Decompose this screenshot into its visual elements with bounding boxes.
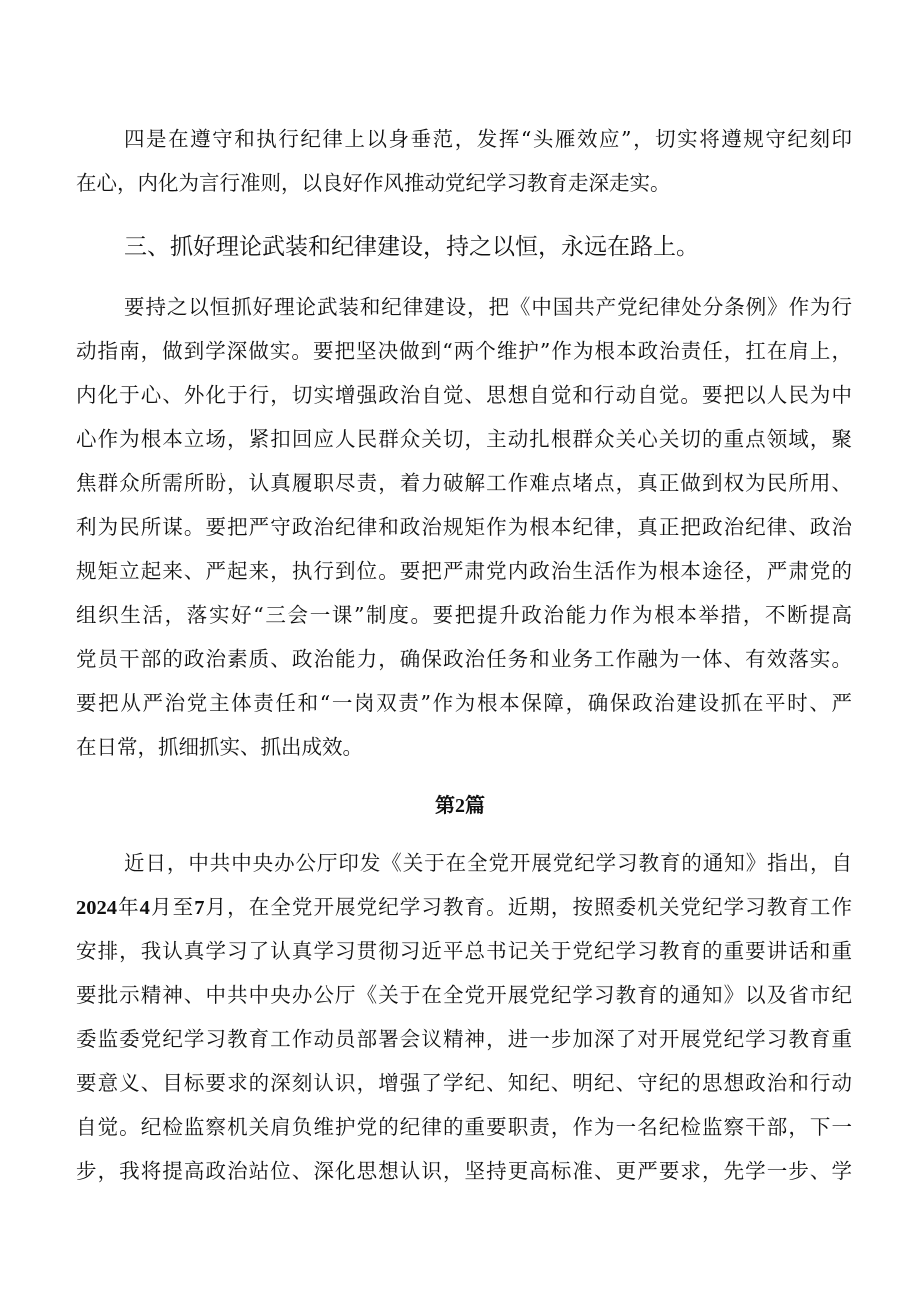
chapter-heading-prefix: 第 bbox=[435, 793, 455, 817]
text-line: 步，我将提高政治站位、深化思想认识，坚持更高标准、更严要求，先学一步、学 bbox=[76, 1159, 852, 1183]
text-line: 内化于心、外化于行，切实增强政治自觉、思想自觉和行动自觉。要把以人民为中 bbox=[76, 383, 852, 407]
text-line: 规矩立起来、严起来，执行到位。要把严肃党内政治生活作为根本途径，严肃党的 bbox=[76, 559, 852, 583]
text-line: 在心，内化为言行准则，以良好作风推动党纪学习教育走深走实。 bbox=[76, 171, 671, 195]
text-line: 动指南，做到学深做实。要把坚决做到“两个维护”作为根本政治责任，扛在肩上， bbox=[76, 339, 852, 363]
text-line: 近日，中共中央办公厅印发《关于在全党开展党纪学习教育的通知》指出，自 bbox=[124, 851, 852, 875]
text-fragment: 月，在全党开展党纪学习教育。近期，按照委机关党纪学习教育工作 bbox=[204, 895, 853, 919]
text-line: 安排，我认真学习了认真学习贯彻习近平总书记关于党纪学习教育的重要讲话和重 bbox=[76, 939, 852, 963]
text-fragment: 月至 bbox=[149, 895, 195, 919]
chapter-heading-number: 2 bbox=[455, 795, 465, 817]
text-line: 在日常，抓细抓实、抓出成效。 bbox=[76, 735, 363, 759]
section-heading: 三、抓好理论武装和纪律建设，持之以恒，永远在路上。 bbox=[124, 234, 699, 260]
chapter-heading bbox=[0, 790, 920, 821]
text-line: 心作为根本立场，紧扣回应人民群众关切，主动扎根群众关心关切的重点领域，聚 bbox=[76, 427, 852, 451]
year-number: 2024 bbox=[76, 897, 117, 919]
text-line: 利为民所谋。要把严守政治纪律和政治规矩作为根本纪律，真正把政治纪律、政治 bbox=[76, 515, 852, 539]
text-line: 委监委党纪学习教育工作动员部署会议精神，进一步加深了对开展党纪学习教育重 bbox=[76, 1027, 852, 1051]
text-line: 组织生活，落实好“三会一课”制度。要把提升政治能力作为根本举措，不断提高 bbox=[76, 603, 852, 627]
text-line: 党员干部的政治素质、政治能力，确保政治任务和业务工作融为一体、有效落实。 bbox=[76, 647, 852, 671]
text-line: 要批示精神、中共中央办公厅《关于在全党开展党纪学习教育的通知》以及省市纪 bbox=[76, 983, 852, 1007]
chapter-heading-suffix: 篇 bbox=[465, 793, 485, 817]
text-line: 要持之以恒抓好理论武装和纪律建设，把《中国共产党纪律处分条例》作为行 bbox=[124, 295, 852, 319]
text-line: 自觉。纪检监察机关肩负维护党的纪律的重要职责，作为一名纪检监察干部，下一 bbox=[76, 1115, 852, 1139]
month-number: 7 bbox=[194, 897, 205, 919]
text-line-with-date bbox=[76, 892, 852, 923]
month-number: 4 bbox=[139, 897, 150, 919]
text-line: 要把从严治党主体责任和“一岗双责”作为根本保障，确保政治建设抓在平时、严 bbox=[76, 691, 852, 715]
text-line: 焦群众所需所盼，认真履职尽责，着力破解工作难点堵点，真正做到权为民所用、 bbox=[76, 471, 852, 495]
text-line: 四是在遵守和执行纪律上以身垂范，发挥“头雁效应”，切实将遵规守纪刻印 bbox=[124, 127, 852, 151]
text-fragment: 年 bbox=[117, 895, 140, 919]
text-line: 要意义、目标要求的深刻认识，增强了学纪、知纪、明纪、守纪的思想政治和行动 bbox=[76, 1071, 852, 1095]
